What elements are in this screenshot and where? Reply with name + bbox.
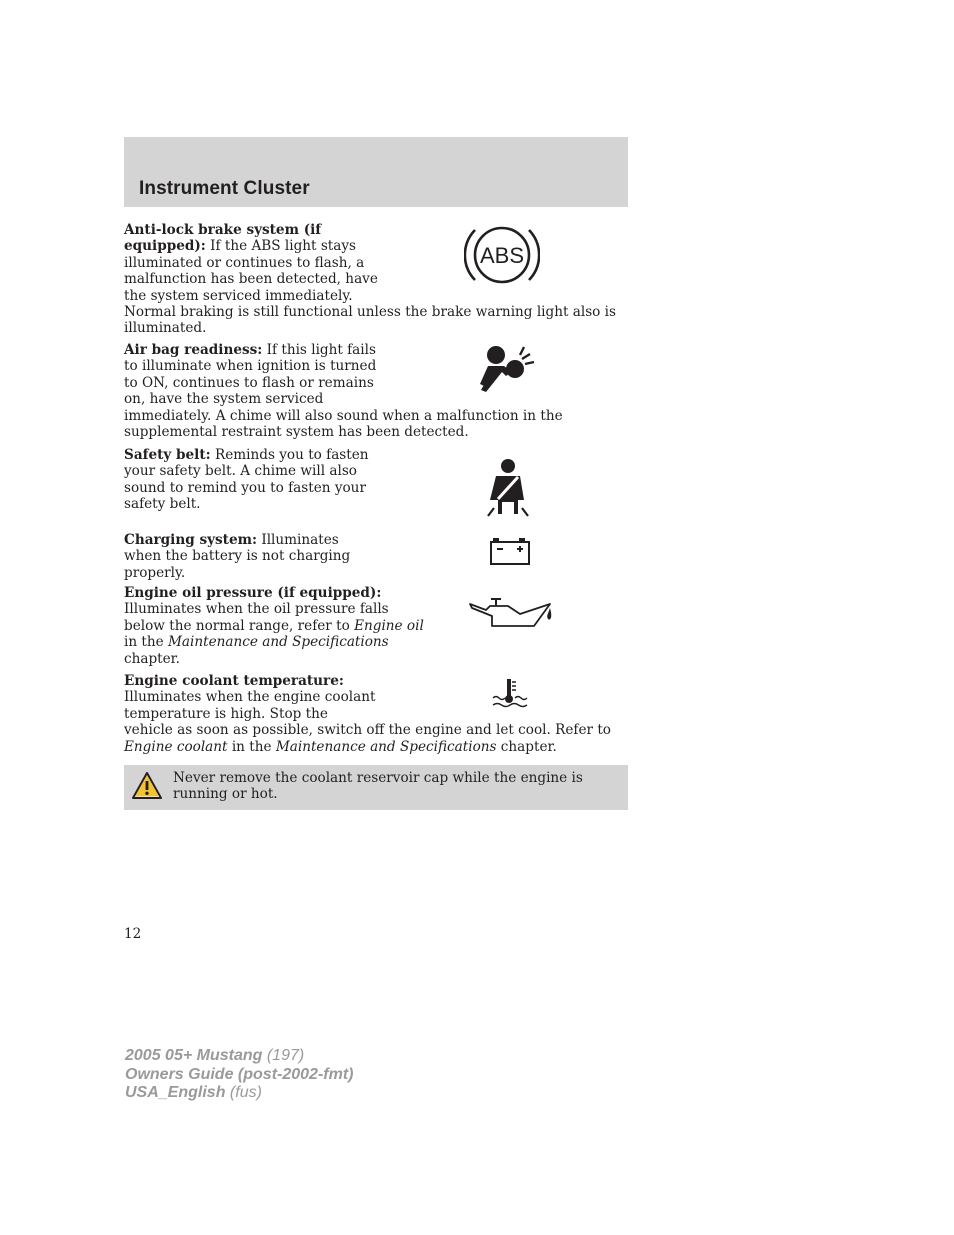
charging-body: Illuminates when the battery is not charging properly. [124,532,351,581]
footer-line-3 [125,1084,353,1103]
oil-term: Engine oil pressure (if equipped): [124,585,382,601]
abs-text-continued: Normal braking is still functional unless the brake warning light also is illuminated. [124,304,617,337]
charging-text [124,532,379,581]
coolant-body-continued: vehicle as soon as possible, switch off the engine and let cool. Refer to [124,722,611,739]
charging-section [124,532,379,581]
abs-term: Anti-lock brake system (if equipped): [124,222,322,255]
airbag-term: Air bag readiness: [124,342,263,358]
airbag-text-continued: immediately. A chime will also sound when a malfunction in the supplemental restraint system has been detected. [124,407,563,441]
airbag-section [124,342,624,440]
footer-model: 2005 05+ Mustang [125,1047,263,1064]
coolant-term: Engine coolant temperature: [124,673,344,689]
warning-triangle-icon [131,771,163,801]
charging-term: Charging system: [124,532,257,548]
belt-text [124,447,379,513]
page-number: 12 [124,926,142,942]
footer-language: USA_English [125,1084,226,1101]
footer-line-2 [125,1066,353,1085]
chapter-title: Instrument Cluster [139,178,310,199]
footer-guide: Owners Guide (post-2002-fmt) [125,1065,354,1083]
footer-model-code: (197) [262,1047,305,1064]
abs-icon-label: ABS [479,243,525,268]
coolant-reference: Engine coolant [124,738,228,755]
coolant-body: Illuminates when the engine coolant temperature is high. Stop the [124,689,376,722]
coolant-text-continued [124,722,634,755]
coolant-end: chapter. [496,738,557,755]
airbag-body: If this light fails to illuminate when ignition is turned to ON, continues to flash or remains on, have the system serviced [124,342,377,408]
warning-text: Never remove the coolant reservoir cap while the engine is running or hot. [173,770,583,803]
abs-text [124,222,379,304]
belt-body: Reminds you to fasten your safety belt. A chime will also sound to remind you to fasten your safety belt. [124,447,369,513]
warning-box [124,765,628,810]
airbag-text [124,342,379,408]
safety-belt-icon [482,456,532,518]
chapter-header [124,137,628,207]
coolant-chapter-reference: Maintenance and Specifications [275,738,497,755]
footer-line-1 [125,1047,353,1066]
oil-section [124,585,424,667]
oil-chapter-reference: Maintenance and Specifications [168,634,389,651]
belt-term: Safety belt: [124,447,211,463]
coolant-mid: in the [227,738,276,755]
footer-language-code: (fus) [225,1084,262,1101]
abs-section [124,222,624,337]
battery-icon [489,536,533,566]
abs-warning-icon [464,222,540,288]
oil-body: Illuminates when the oil pressure falls below the normal range, refer to [124,601,389,634]
coolant-temperature-icon [490,676,530,712]
coolant-section [124,673,634,755]
abs-body: If the ABS light stays illuminated or continues to flash, a malfunction has been detected, have the system serviced immediately. [124,238,378,304]
oil-mid: in the [124,634,169,651]
oil-end: chapter. [124,650,181,667]
coolant-text [124,673,379,722]
oil-reference: Engine oil [354,617,424,634]
oil-can-icon [468,594,556,632]
airbag-icon [478,342,536,394]
belt-section [124,447,379,513]
oil-text [124,585,424,667]
document-footer [125,1047,353,1103]
